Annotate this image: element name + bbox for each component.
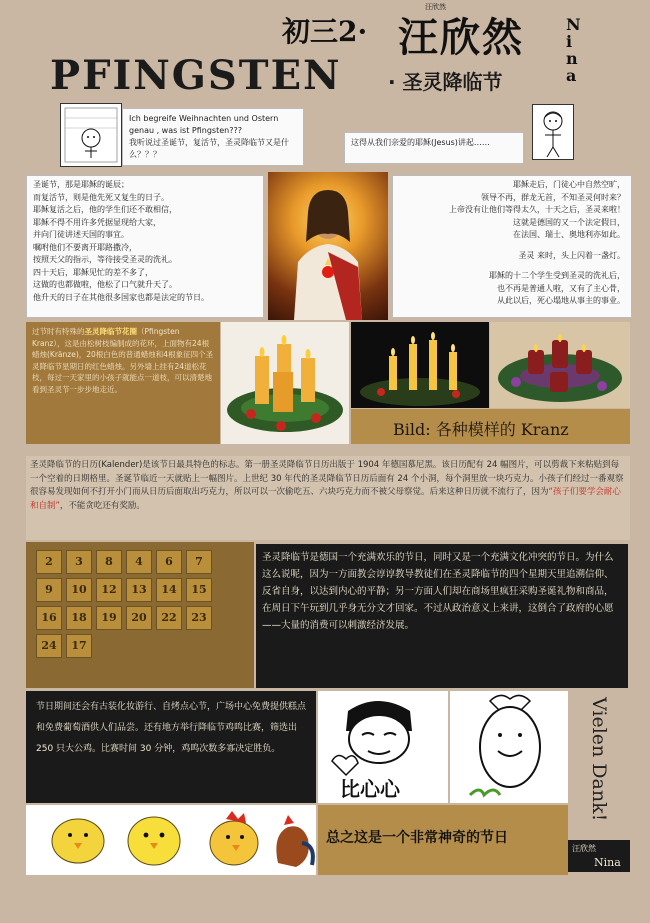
chicks-illustration — [26, 805, 316, 875]
story-right-line: 这就是德国的又一个法定假日， — [513, 217, 625, 227]
nina-vertical: Nina — [566, 15, 581, 85]
calendar-door: 18 — [66, 606, 92, 630]
story-left-line: 四十天后，耶稣见忙的差不多了， — [33, 267, 153, 277]
speech-bubble-right: 这得从我们亲爱的耶稣(Jesus)讲起…… — [344, 132, 524, 164]
story-right-line: 上帝没有让他们等得太久，十天之后，圣灵来啦！ — [449, 205, 625, 214]
calendar-door: 22 — [156, 606, 182, 630]
author-name-small: 汪欣然 — [425, 3, 446, 11]
signature-en: Nina — [594, 856, 621, 869]
calendar-door: 16 — [36, 606, 62, 630]
calendar-door: 3 — [66, 550, 92, 574]
vielen-dank-text: Vielen Dank! — [588, 697, 610, 822]
culture-text-panel — [256, 544, 628, 688]
story-left-line: 按照天父的指示，等待接受圣灵的洗礼。 — [33, 255, 177, 264]
story-left-line: 圣诞节，那是耶稣的诞辰； — [33, 180, 129, 189]
calendar-door: 14 — [156, 578, 182, 602]
story-left-line: 耶稣不得不用许多凭据显现给大家， — [33, 217, 161, 227]
story-right-line: 从此以后，死心塌地从事主的事业。 — [497, 296, 625, 305]
story-left-line: 他升天的日子在其他很多国家也都是法定的节日。 — [33, 292, 209, 302]
advent-calendar-photo — [26, 542, 254, 688]
advent-calendar-grid — [34, 548, 224, 660]
calendar-door: 9 — [36, 578, 62, 602]
story-left-line: 这做的也都做啦，他松了口气就升天了。 — [33, 280, 177, 289]
signature-box — [568, 840, 630, 872]
page-subtitle: · 圣灵降临节 — [388, 70, 503, 94]
kranz-caption-text: Bild: 各种模样的 Kranz — [393, 420, 569, 439]
signature-cn: 汪欣然 — [572, 844, 596, 853]
story-right-line: 在法国、瑞士、奥地利亦如此。 — [513, 230, 625, 239]
story-right-line: 领导不再，群龙无首，不知圣灵何时来？ — [481, 192, 625, 202]
calendar-door: 4 — [126, 550, 152, 574]
calendar-door: 12 — [96, 578, 122, 602]
jesus-painting-image — [268, 172, 388, 320]
story-right-line: 也不再是普通人啦，又有了主心骨， — [497, 283, 625, 293]
calendar-door: 15 — [186, 578, 212, 602]
conclusion-panel — [318, 805, 568, 875]
class-label: 初三2· — [282, 15, 368, 48]
bixin-label: 比心心 — [340, 777, 400, 801]
story-right-line: 耶稣走后，门徒心中自然空旷， — [513, 180, 625, 189]
story-left-line: 嘱咐他们不要离开耶路撒冷， — [33, 242, 137, 252]
calendar-door: 17 — [66, 634, 92, 658]
calendar-door: 2 — [36, 550, 62, 574]
calendar-door: 23 — [186, 606, 212, 630]
radish-meme-image — [450, 691, 568, 803]
calendar-door: 19 — [96, 606, 122, 630]
kranz-caption — [351, 409, 630, 444]
kranz-text-highlight: 圣灵降临节花圈 — [84, 327, 137, 336]
story-right-line: 圣灵 来时，头上闪着一盏灯。 — [518, 250, 625, 260]
culture-text: 圣灵降临节是德国一个充满欢乐的节日，同时又是一个充满文化冲突的节日。为什么这么说呢，因为一方面教会谆谆教导教徒们在圣灵降临节的四个星期天里追溯信仰、反省自身，以达到内心的平静；另一方面人们却在商场里疯狂采购圣诞礼物和商品，在周日下午玩到几乎身无分文才回家。不过从政治意义上来讲，这倒合了政府的心愿——大量的消费可以刺激经济发展。 — [262, 552, 614, 631]
story-left-line: 而复活节，则是他先死又复生的日子。 — [33, 192, 169, 202]
cartoon-kid-right-illustration — [532, 104, 574, 160]
kranz-text-panel — [26, 322, 220, 444]
kranz-text-rest: （Pfingsten Kranz），这是由松树枝编制成的花环，上面物有24根蜡烛(Kränze)，20根白色的普通蜡烛和4根象征四个圣灵降临节星期日的红色蜡烛。另外墙上挂有24道松花枝，每过一天家里的小孩子就能点一道枝，可以清楚地看到圣灵节一步步地走近。 — [32, 327, 214, 394]
events-text: 节日期间还会有古装化妆游行、自烤点心节，广场中心免费提供糕点和免费葡萄酒供人们品尝。还有地方举行降临节鸡鸣比赛，筛选出 250 只大公鸡。比赛时间 30 分钟，鸡鸣次数多寡决定胜负。 — [36, 702, 307, 754]
cartoon-kid-left-illustration — [60, 103, 122, 167]
story-left-line: 并向门徒讲述天国的事宜。 — [33, 230, 129, 239]
calendar-text-a: 圣灵降临节的日历(Kalender)是该节日最具特色的标志。第一册圣灵降临节日历出版于 1904 年德国慕尼黑。该日历配有 24 幅图片，可以剪裁下来粘贴到每一个空着的日期格里。圣诞节临近一天就贴上一幅图片。上世纪 30 年代的圣灵降临节日历后面有 24 个小洞，每个洞里放一块巧克力。小孩子们经过一番观察很容易发现如何不打开小门而从日历后面取出巧克力，所以可以一次偷吃五、六块巧克力而不被父母察觉。后来这种日历就不流行了，因为 — [30, 460, 624, 497]
calendar-door: 6 — [156, 550, 182, 574]
events-text-panel — [26, 691, 316, 803]
bixin-meme-image — [318, 691, 448, 803]
calendar-text-panel — [26, 456, 630, 540]
speech-bubble-left: Ich begreife Weihnachten und Ostern genau , was ist Pfingsten??? 我听说过圣诞节，复活节，圣灵降临节又是什么？？？ — [122, 108, 304, 166]
story-left-panel — [26, 175, 264, 318]
advent-wreath-photo-3 — [490, 322, 630, 408]
story-left-line: 耶稣复活之后，他的学生们还不敢相信， — [33, 205, 177, 214]
page-title: PFINGSTEN — [50, 52, 342, 99]
calendar-door: 13 — [126, 578, 152, 602]
story-right-line: 耶稣的十二个学生受到圣灵的洗礼后， — [489, 271, 625, 280]
calendar-door: 24 — [36, 634, 62, 658]
calendar-text-red: “孩子们要学会耐心和自制” — [30, 487, 621, 511]
conclusion-text: 总之这是一个非常神奇的节日 — [326, 830, 508, 846]
advent-wreath-photo-1 — [221, 322, 349, 444]
calendar-door: 7 — [186, 550, 212, 574]
calendar-door: 20 — [126, 606, 152, 630]
calendar-text-b: ，不能贪吃还有奖励。 — [59, 500, 145, 511]
calendar-door: 8 — [96, 550, 122, 574]
advent-wreath-photo-2 — [351, 322, 489, 408]
author-name: 汪欣然 — [398, 14, 524, 61]
calendar-door: 10 — [66, 578, 92, 602]
kranz-text-prefix: 过节时有特殊的 — [32, 327, 85, 336]
story-right-panel — [392, 175, 632, 318]
